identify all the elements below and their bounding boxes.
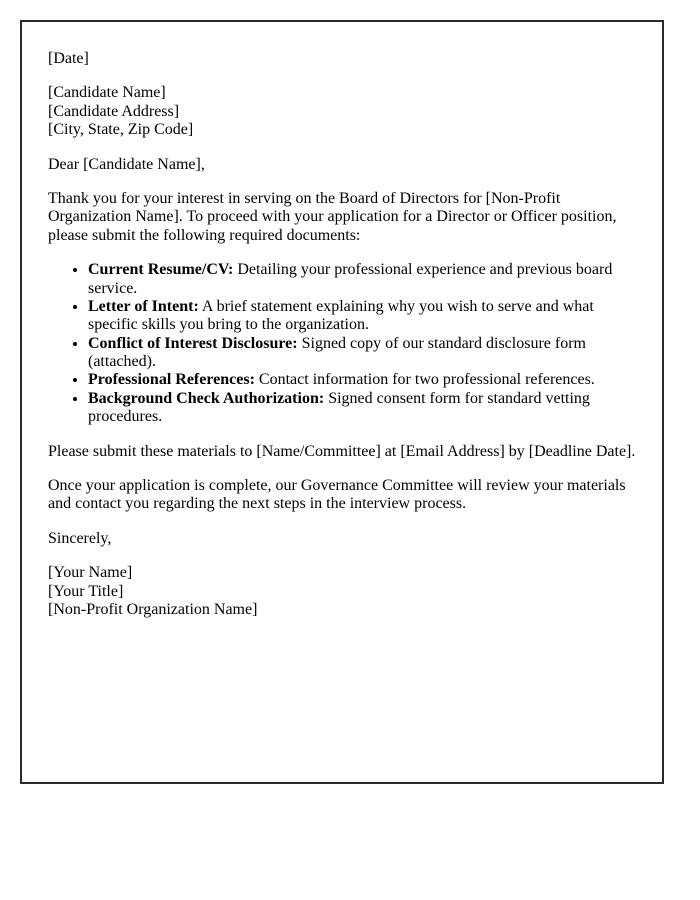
letter-document	[20, 20, 664, 784]
requirement-text: Signed consent form for standard vetting procedures.	[88, 389, 590, 426]
recipient-address: [Candidate Address]	[48, 102, 180, 120]
requirement-text: Contact information for two professional references.	[254, 371, 595, 389]
recipient-block	[48, 84, 646, 139]
signature-organization: [Non-Profit Organization Name]	[48, 600, 258, 618]
recipient-city-state-zip: [City, State, Zip Code]	[48, 121, 194, 139]
list-item-letter-of-intent	[88, 298, 646, 335]
requirement-label: Conflict of Interest Disclosure:	[88, 334, 298, 352]
requirement-label: Background Check Authorization:	[88, 389, 325, 407]
list-item-background-check	[88, 390, 646, 427]
list-item-references	[88, 371, 646, 389]
signature-block	[48, 564, 646, 619]
signature-title: [Your Title]	[48, 582, 124, 600]
list-item-resume	[88, 261, 646, 298]
requirement-text: Signed copy of our standard disclosure form (attached).	[88, 334, 586, 371]
requirement-text: A brief statement explaining why you wish to serve and what specific skills you bring to the organization.	[88, 297, 594, 334]
signature-name: [Your Name]	[48, 564, 133, 582]
requirement-label: Professional References:	[88, 371, 255, 389]
requirement-label: Letter of Intent:	[88, 297, 199, 315]
intro-paragraph: Thank you for your interest in serving on the Board of Directors for [Non-Profit Organization Name]. To proceed with your application for a Director or Officer position, please submit the following required documents:	[48, 189, 617, 244]
submission-paragraph: Please submit these materials to [Name/Committee] at [Email Address] by [Deadline Date].	[48, 442, 636, 460]
recipient-name: [Candidate Name]	[48, 84, 166, 102]
followup-paragraph: Once your application is complete, our Governance Committee will review your materials and contact you regarding the next steps in the interview process.	[48, 477, 626, 513]
requirement-text: Detailing your professional experience and previous board service.	[88, 261, 613, 297]
requirement-label: Current Resume/CV:	[88, 261, 234, 279]
required-documents-list	[48, 261, 646, 427]
list-item-conflict-disclosure	[88, 335, 646, 372]
date-line: [Date]	[48, 50, 89, 67]
salutation: Dear [Candidate Name],	[48, 155, 205, 173]
closing: Sincerely,	[48, 529, 112, 547]
